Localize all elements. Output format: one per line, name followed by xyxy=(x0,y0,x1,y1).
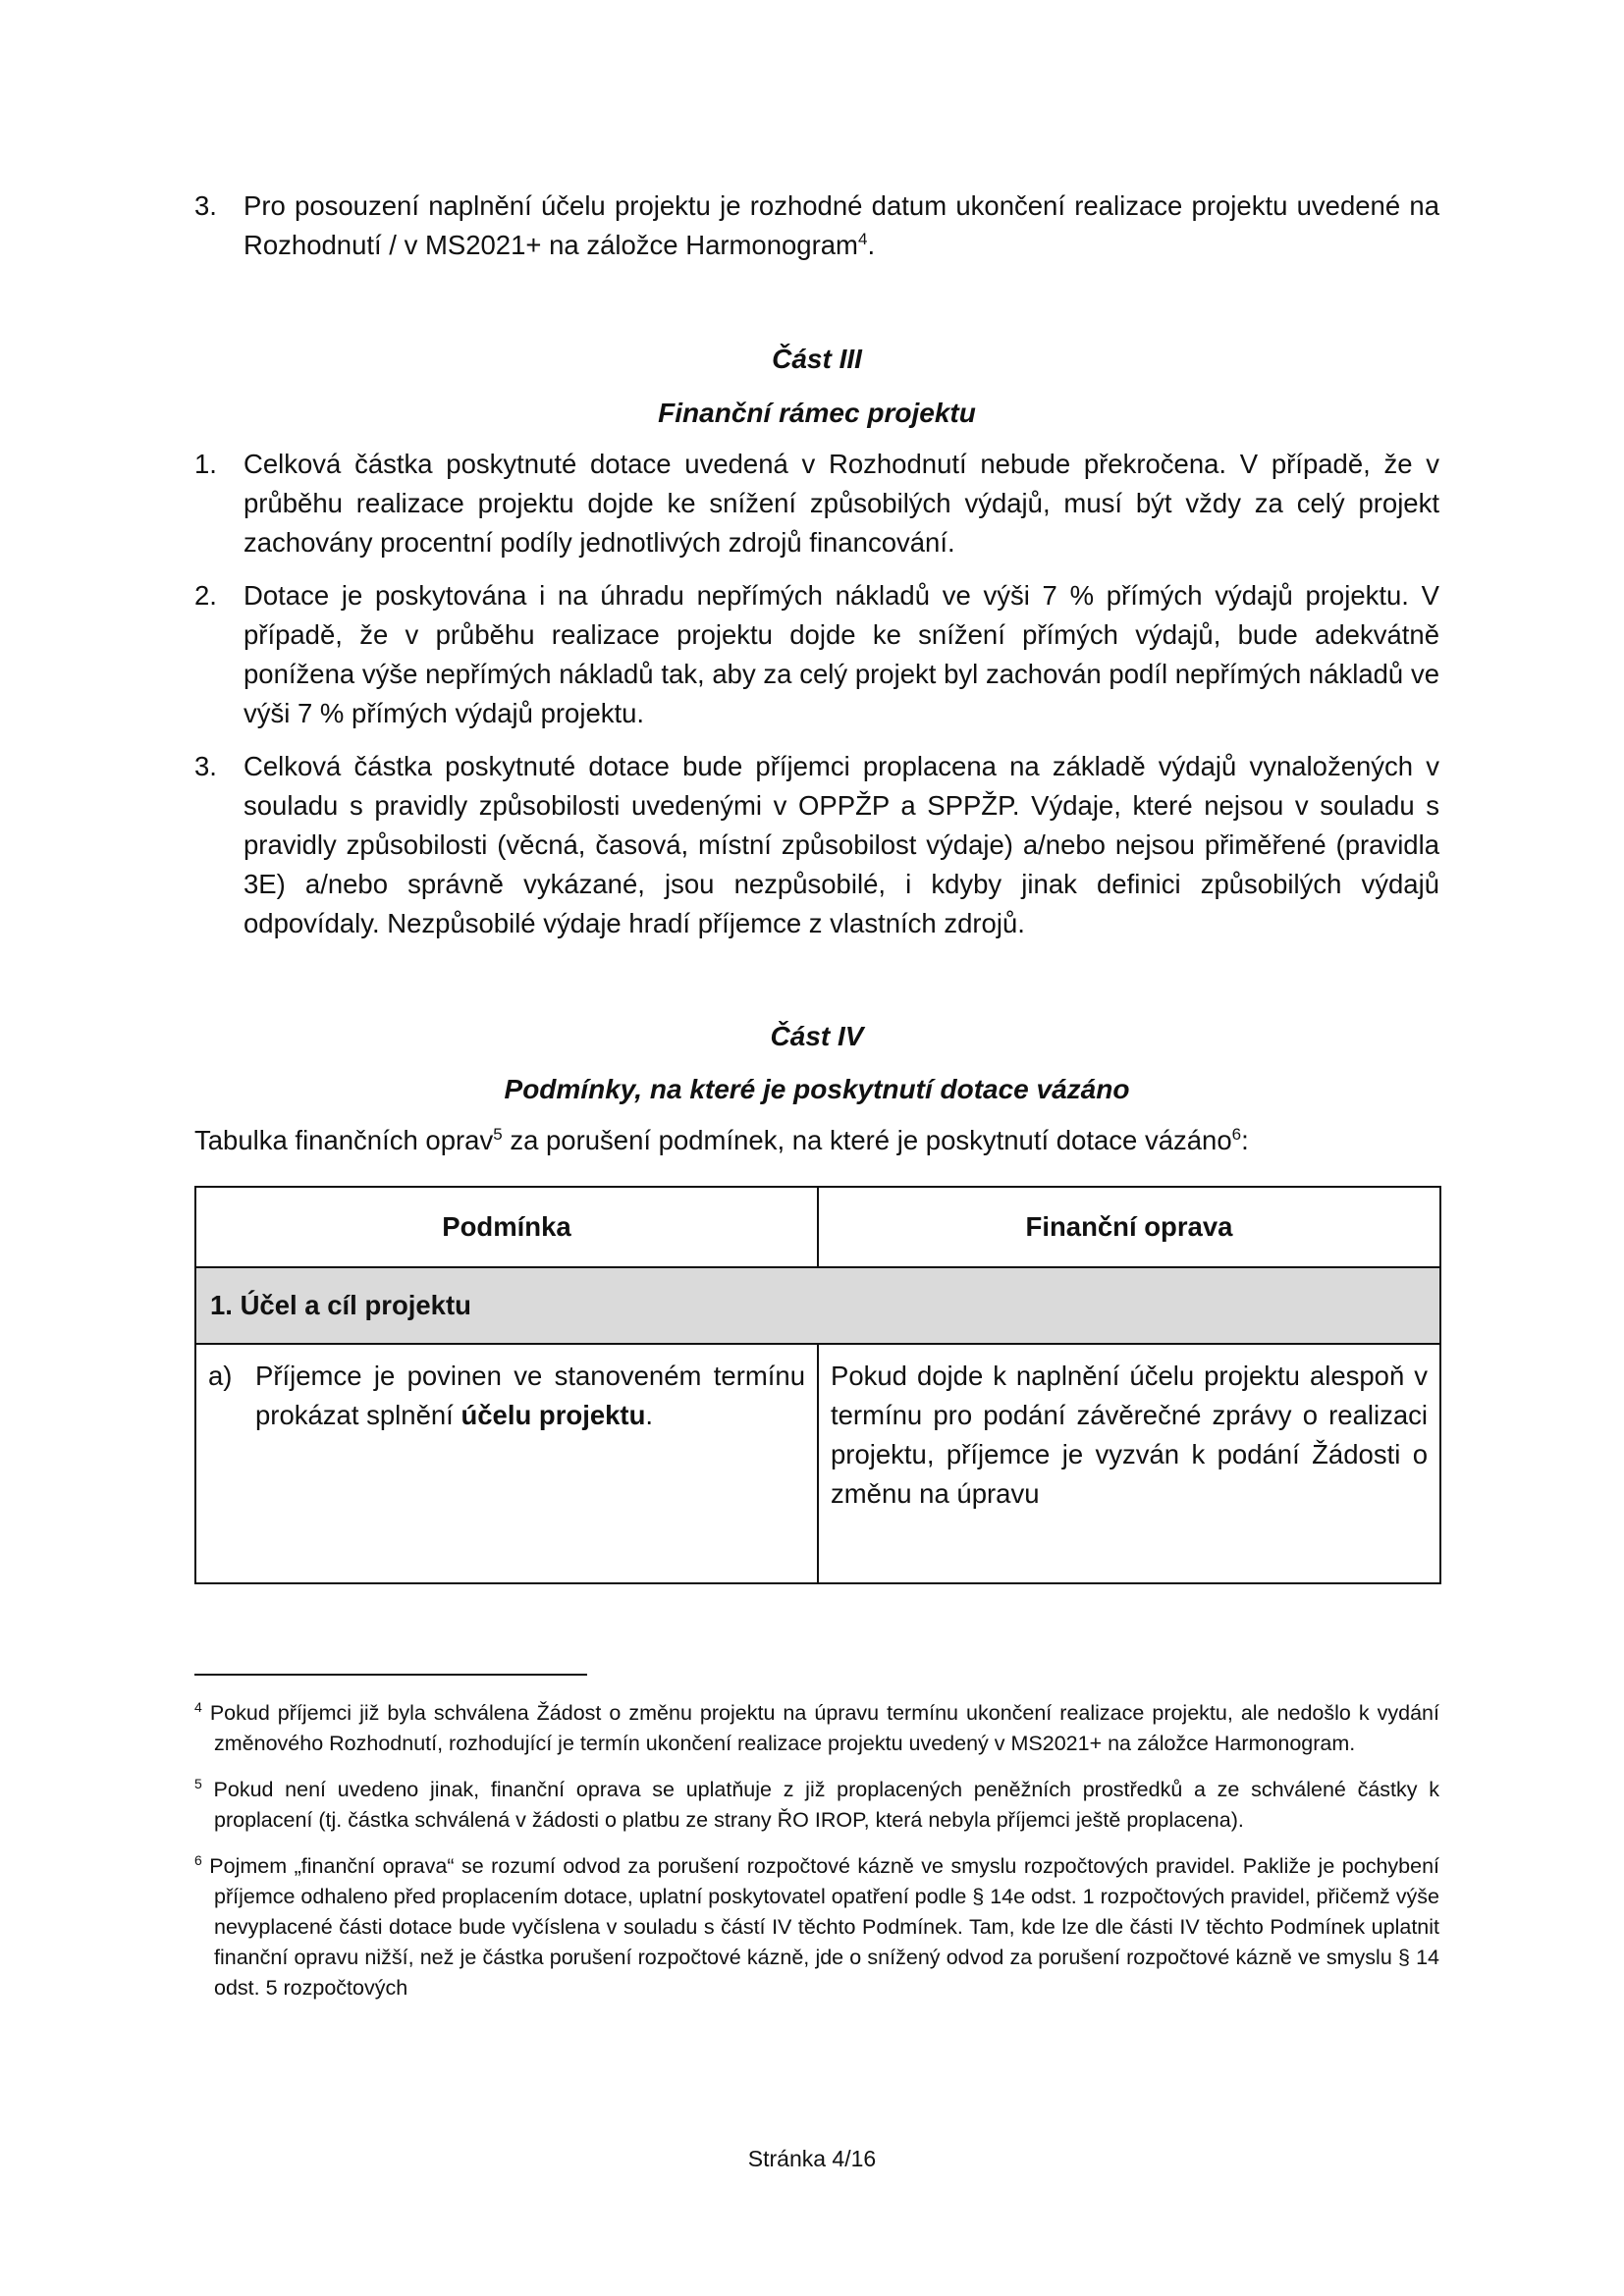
condition-cell xyxy=(195,1344,818,1583)
table-header-row xyxy=(195,1187,1440,1267)
intro-tail: . xyxy=(867,230,876,260)
table-intro-part-a: Tabulka finančních oprav xyxy=(194,1125,494,1155)
footnote-number: 6 xyxy=(194,1852,202,1868)
intro-list-item xyxy=(194,187,1439,265)
page-number: Stránka 4/16 xyxy=(747,2146,877,2171)
list-text xyxy=(244,187,1439,265)
part3-heading: Část III xyxy=(772,344,862,374)
main-content xyxy=(194,187,1439,1584)
condition-text-bold: účelu projektu xyxy=(460,1400,646,1430)
footnote-text: Pokud příjemci již byla schválena Žádost o změnu projektu na úpravu termínu ukončení realizace projektu, ale nedošlo k vydání změnového Rozhodnutí, rozhodující je termín ukončení realizace projektu uvedený v MS2021+ na záložce Harmonogram. xyxy=(209,1701,1439,1755)
part3-subheading: Finanční rámec projektu xyxy=(658,398,976,428)
table-intro xyxy=(194,1121,1439,1160)
column-header-condition: Podmínka xyxy=(195,1187,818,1267)
footnote-6 xyxy=(194,1851,1439,2003)
footnote-4 xyxy=(194,1698,1439,1759)
table-intro-text xyxy=(194,1121,1439,1160)
intro-text: Pro posouzení naplnění účelu projektu je rozhodné datum ukončení realizace projektu uvedené na Rozhodnutí / v MS2021+ na záložce Harmonogram xyxy=(244,190,1439,260)
condition-item xyxy=(208,1357,805,1435)
section-title-text: 1. Účel a cíl projektu xyxy=(210,1290,471,1320)
table-row xyxy=(195,1344,1440,1583)
correction-cell: Pokud dojde k naplnění účelu projektu alespoň v termínu pro podání závěrečné zprávy o realizaci projektu, příjemce je vyzván k podání Žádosti o změnu na úpravu xyxy=(818,1344,1440,1583)
column-header-correction: Finanční oprava xyxy=(818,1187,1440,1267)
list-number: 3. xyxy=(194,751,217,781)
condition-label: a) xyxy=(208,1361,233,1391)
list-text: Celková částka poskytnuté dotace bude příjemci proplacena na základě výdajů vynaložených v souladu s pravidly způsobilosti uvedenými v OPPŽP a SPPŽP. Výdaje, které nejsou v souladu s pravidly způsobilosti (věcná, časová, místní způsobilost výdaje) a/nebo nejsou přiměřené (pravidla 3E) a/nebo správně vykázané, jsou nezpůsobilé, i kdyby jinak definici způsobilých výdajů odpovídaly. Nezpůsobilé výdaje hradí příjemce z vlastních zdrojů. xyxy=(244,751,1439,938)
footnote-ref[interactable]: 6 xyxy=(1231,1125,1242,1144)
list-text: Celková částka poskytnuté dotace uvedená v Rozhodnutí nebude překročena. V případě, že v průběhu realizace projektu dojde ke snížení způsobilých výdajů, musí být vždy za celý projekt zachovány procentní podíly jednotlivých zdrojů financování. xyxy=(244,449,1439,558)
condition-text xyxy=(255,1357,805,1435)
footnote-ref[interactable]: 5 xyxy=(493,1125,503,1144)
footnote-number: 5 xyxy=(194,1776,202,1791)
footnote-separator xyxy=(194,1674,587,1676)
table-section-row xyxy=(195,1267,1440,1344)
list-number: 3. xyxy=(194,190,217,221)
condition-text-end: . xyxy=(645,1400,654,1430)
footnote-5 xyxy=(194,1775,1439,1836)
list-number: 1. xyxy=(194,449,217,479)
list-number: 2. xyxy=(194,580,217,611)
part3-item-3 xyxy=(194,747,1439,943)
part3-item-2 xyxy=(194,576,1439,733)
conditions-table xyxy=(194,1186,1441,1584)
condition-text-a: Příjemce je povinen ve stanoveném termínu prokázat splnění xyxy=(255,1361,805,1430)
table-intro-part-c: : xyxy=(1241,1125,1249,1155)
section-title xyxy=(195,1267,1440,1344)
footnotes xyxy=(194,1698,1439,2019)
footnote-text: Pokud není uvedeno jinak, finanční oprava se uplatňuje z již proplacených peněžních prostředků a ze schválené částky k proplacení (tj. částka schválená v žádosti o platbu ze strany ŘO IROP, která nebyla příjemci ještě proplacena). xyxy=(213,1778,1439,1832)
part3-item-1 xyxy=(194,445,1439,562)
list-text: Dotace je poskytována i na úhradu nepřímých nákladů ve výši 7 % přímých výdajů projektu. V případě, že v průběhu realizace projektu dojde ke snížení přímých výdajů, bude adekvátně ponížena výše nepřímých nákladů tak, aby za celý projekt byl zachován podíl nepřímých nákladů ve výši 7 % přímých výdajů projektu. xyxy=(244,580,1439,728)
footnote-text: Pojmem „finanční oprava“ se rozumí odvod za porušení rozpočtové kázně ve smyslu rozpočtových pravidel. Pakliže je pochybení příjemce odhaleno před proplacením dotace, uplatní poskytovatel opatření podle § 14e odst. 1 rozpočtových pravidel, přičemž výše nevyplacené části dotace bude vyčíslena v souladu s částí IV těchto Podmínek. Tam, kde lze dle části IV těchto Podmínek uplatnit finanční opravu nižší, než je částka porušení rozpočtové kázně, jde o snížený odvod za porušení rozpočtové kázně ve smyslu § 14 odst. 5 rozpočtových xyxy=(209,1854,1439,2000)
table-intro-part-b: za porušení podmínek, na které je poskytnutí dotace vázáno xyxy=(502,1125,1232,1155)
footnote-number: 4 xyxy=(194,1699,202,1715)
footnote-ref[interactable]: 4 xyxy=(857,230,868,248)
part4-heading: Část IV xyxy=(770,1021,864,1051)
part4-subheading: Podmínky, na které je poskytnutí dotace vázáno xyxy=(504,1074,1130,1104)
